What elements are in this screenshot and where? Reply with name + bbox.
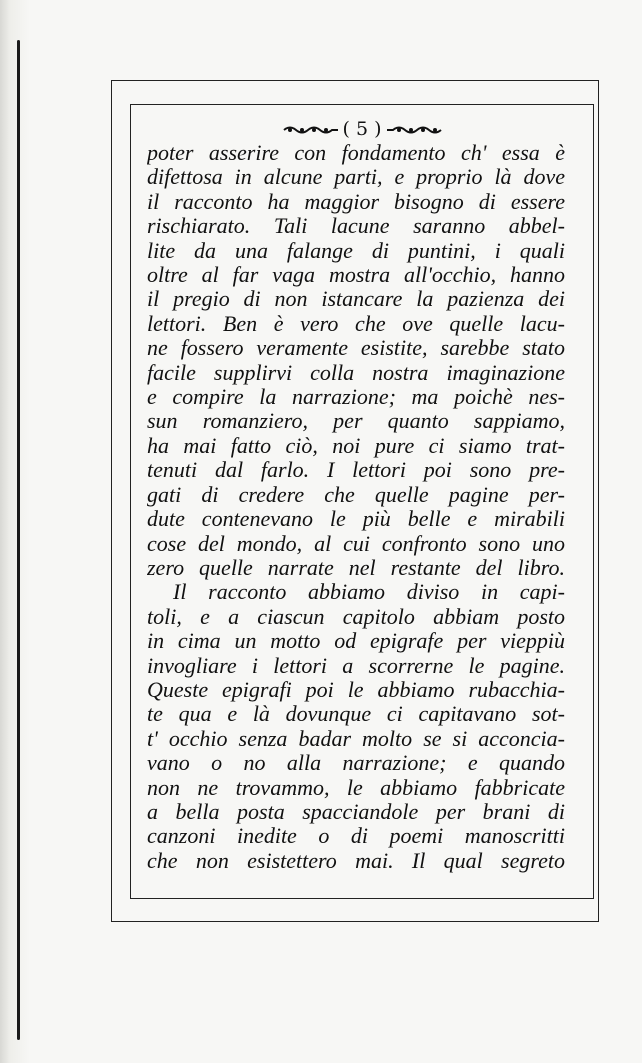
text-line: invogliare i lettori a scorrerne le pagine.: [147, 653, 565, 678]
text-line: zero quelle narrate nel restante del libro.: [147, 555, 565, 580]
text-line: cose del mondo, al cui confronto sono uno: [147, 531, 565, 556]
text-line: difettosa in alcune parti, e proprio là dove: [147, 165, 565, 190]
text-line: ha mai fatto ciò, noi pure ci siamo trat-: [147, 433, 565, 458]
text-line: t' occhio senza badar molto se si acconcia-: [147, 726, 565, 751]
text-line: a bella posta spacciandole per brani di: [147, 799, 565, 824]
text-line: te qua e là dovunque ci capitavano sot-: [147, 702, 565, 727]
text-line: Queste epigrafi poi le abbiamo rubacchia-: [147, 677, 565, 702]
text-line: lettori. Ben è vero che ove quelle lacu-: [147, 311, 565, 336]
text-line: che non esistettero mai. Il qual segreto: [147, 848, 565, 873]
text-line: lite da una falange di puntini, i quali: [147, 238, 565, 263]
ornament-left-icon: [282, 124, 340, 136]
text-line: sun romanziero, per quanto sappiamo,: [147, 409, 565, 434]
text-line: il pregio di non istancare la pazienza dei: [147, 287, 565, 312]
text-line: dute contenevano le più belle e mirabili: [147, 507, 565, 532]
inner-page-border: [130, 104, 594, 899]
text-line: poter asserire con fondamento ch' essa è: [147, 141, 565, 165]
book-spine-edge: [0, 0, 30, 1063]
text-line: ne fossero veramente esistite, sarebbe stato: [147, 336, 565, 361]
text-line: in cima un motto od epigrafe per vieppiù: [147, 629, 565, 654]
text-line: gati di credere che quelle pagine per-: [147, 482, 565, 507]
binding-thread: [17, 40, 20, 1040]
text-line: toli, e a ciascun capitolo abbiam posto: [147, 604, 565, 629]
body-text: [147, 141, 565, 873]
text-line: tenuti dal farlo. I lettori poi sono pre-: [147, 458, 565, 483]
paragraph-first-line: Il racconto abbiamo diviso in capi-: [173, 580, 565, 605]
text-line: il racconto ha maggior bisogno di essere: [147, 189, 565, 214]
page-header: [131, 119, 593, 139]
ornament-right-icon: [385, 124, 443, 136]
text-line: oltre al far vaga mostra all'occhio, hanno: [147, 263, 565, 288]
page-number: ( 5 ): [342, 118, 382, 140]
text-line: canzoni inedite o di poemi manoscritti: [147, 824, 565, 849]
text-line: rischiarato. Tali lacune saranno abbel-: [147, 214, 565, 239]
text-line: vano o no alla narrazione; e quando: [147, 751, 565, 776]
text-line: facile supplirvi colla nostra imaginazione: [147, 360, 565, 385]
text-line: non ne trovammo, le abbiamo fabbricate: [147, 775, 565, 800]
text-line: e compire la narrazione; ma poichè nes-: [147, 385, 565, 410]
